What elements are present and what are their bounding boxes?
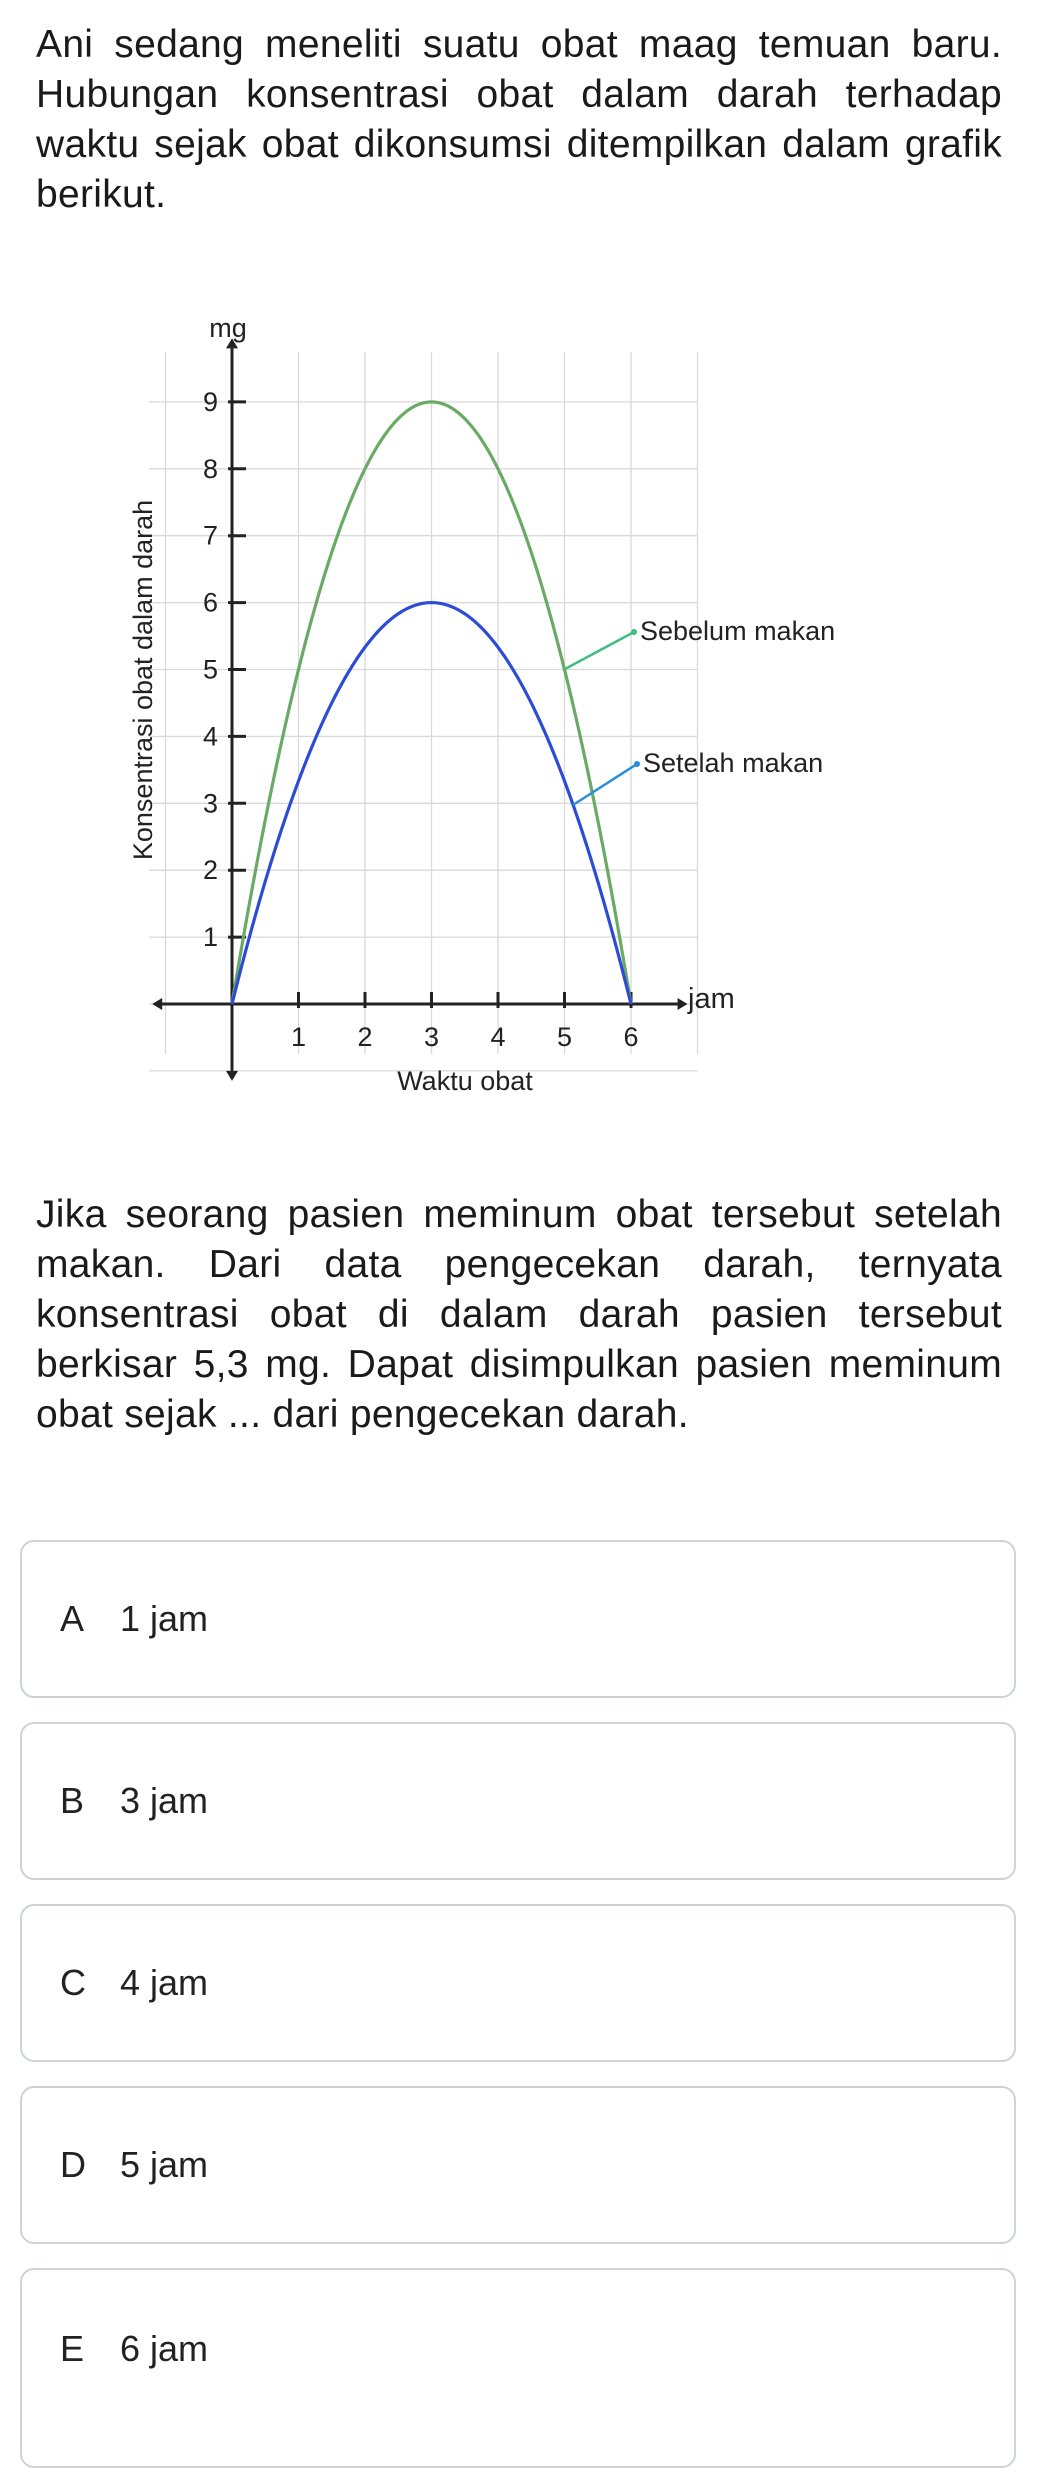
y-axis-arrow-down [226,1071,238,1081]
leader-line-sebelum [565,632,634,669]
x-tick-label: 1 [290,1022,307,1052]
y-axis-title: Konsentrasi obat dalam darah [128,499,158,861]
legend-label-sebelum: Sebelum makan [640,616,836,646]
y-tick-label: 1 [202,922,218,953]
option-b[interactable] [20,1722,1016,1880]
x-axis-arrow-right [678,998,688,1010]
x-tick-label: 4 [490,1022,506,1052]
concentration-chart [0,290,1058,1130]
y-tick-label: 3 [202,788,218,819]
x-tick-label: 3 [423,1022,440,1052]
y-tick-label: 2 [202,855,218,886]
y-tick-label: 5 [202,654,218,685]
x-tick-label: 6 [623,1022,639,1052]
option-letter: C [60,1962,86,2003]
x-axis-ticks [291,992,639,1052]
x-unit-label: jam [688,983,735,1015]
option-text: 3 jam [120,1780,209,1821]
y-tick-label: 6 [202,587,218,618]
leader-line-setelah [573,764,637,805]
option-c[interactable] [20,1904,1016,2062]
y-tick-label: 7 [202,520,218,551]
option-letter: B [60,1780,85,1821]
option-letter: E [60,2328,85,2369]
x-axis-arrow-left [152,998,162,1010]
y-unit-label: mg [209,313,247,343]
y-tick-label: 8 [202,453,218,484]
chart-axes [152,338,687,1081]
option-d[interactable] [20,2086,1016,2244]
x-tick-label: 5 [556,1022,573,1052]
y-tick-label: 9 [202,386,218,417]
leader-dot-sebelum [631,629,637,635]
leader-dot-setelah [634,761,640,767]
option-letter: D [60,2144,86,2185]
option-text: 5 jam [120,2144,209,2185]
option-letter: A [60,1598,85,1639]
x-tick-label: 2 [357,1022,373,1052]
option-text: 1 jam [120,1598,209,1639]
option-a[interactable] [20,1540,1016,1698]
legend-label-setelah: Setelah makan [643,748,824,778]
option-text: 4 jam [120,1962,209,2003]
option-e[interactable] [20,2268,1016,2468]
question-intro: Ani sedang meneliti suatu obat maag temuan baru. Hubungan konsentrasi obat dalam darah terhadap waktu sejak obat dikonsumsi ditempilkan dalam grafik berikut. [36,23,1002,216]
option-text: 6 jam [120,2328,209,2369]
y-tick-label: 4 [202,721,218,752]
x-axis-title: Waktu obat [397,1066,533,1096]
question-prompt: Jika seorang pasien meminum obat tersebut setelah makan. Dari data pengecekan darah, ternyata konsentrasi obat di dalam darah pasien tersebut berkisar 5,3 mg. Dapat disimpulkan pasien meminum obat sejak ... dari pengecekan darah. [36,1193,1002,1436]
